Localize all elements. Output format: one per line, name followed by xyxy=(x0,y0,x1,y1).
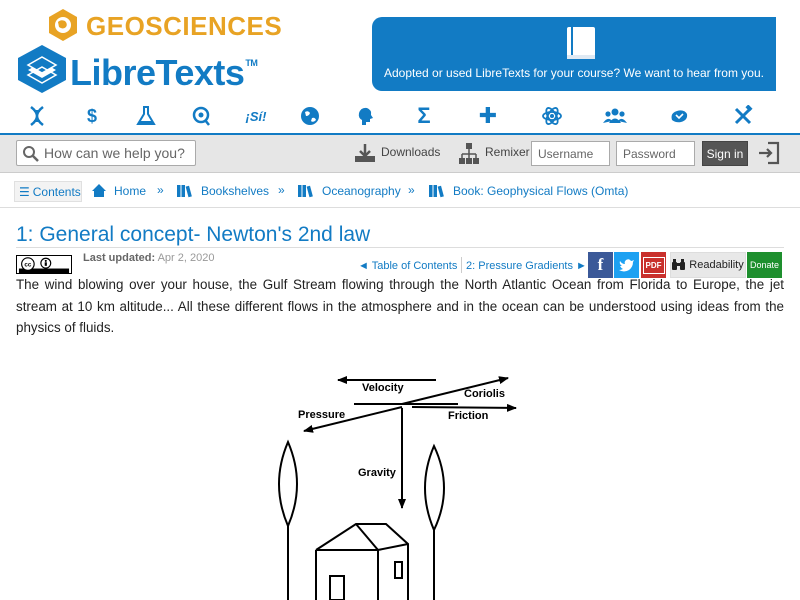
nav-divider xyxy=(461,257,462,273)
breadcrumb-bookshelves[interactable]: Bookshelves xyxy=(201,184,270,198)
readability-button[interactable]: Readability xyxy=(670,252,746,278)
list-icon: ☰ xyxy=(19,184,30,199)
home-icon xyxy=(91,183,107,198)
house-window xyxy=(395,562,402,578)
contents-button[interactable]: ☰ Contents xyxy=(14,181,82,202)
geosciences-logo-icon[interactable] xyxy=(46,8,80,42)
brain-gear-icon[interactable] xyxy=(189,104,213,128)
house-door xyxy=(330,576,344,600)
password-field[interactable] xyxy=(616,141,695,166)
flask-icon[interactable] xyxy=(134,104,158,128)
library-name[interactable]: GEOSCIENCES xyxy=(86,11,283,41)
site-header xyxy=(0,0,800,133)
intro-paragraph: The wind blowing over your house, the Gulf Stream flowing through the North Atlantic Ocean from Florida to Europe, the jet stream at 10 km altitude... All these different flows in the atmosphere and in the ocean can be understood using ideas from the physics of fluids. xyxy=(16,277,784,335)
stats-icon[interactable] xyxy=(667,104,691,128)
top-toolbar xyxy=(0,133,800,173)
signin-button[interactable]: Sign in xyxy=(702,141,748,166)
dollar-icon[interactable]: $ xyxy=(86,105,97,126)
search-input[interactable] xyxy=(44,144,192,162)
pdf-download-icon[interactable]: PDF xyxy=(641,252,666,278)
forces-diagram xyxy=(262,366,522,600)
page-title: 1: General concept- Newton's 2nd law xyxy=(16,223,371,246)
friction-label: Friction xyxy=(448,410,489,422)
cc-by-license-icon[interactable] xyxy=(16,255,72,274)
remixer-icon[interactable] xyxy=(458,142,480,166)
svg-text:cc: cc xyxy=(24,261,32,269)
gravity-label: Gravity xyxy=(358,467,396,479)
sigma-icon[interactable]: Σ xyxy=(417,103,431,128)
title-divider xyxy=(16,247,784,248)
signin-door-icon[interactable] xyxy=(758,141,780,165)
globe-icon[interactable] xyxy=(298,104,322,128)
search-box[interactable] xyxy=(16,140,196,166)
brand-name[interactable]: LibreTexts™ xyxy=(70,52,258,93)
tools-icon[interactable] xyxy=(731,104,755,128)
left-tree xyxy=(279,442,297,526)
friction-arrow xyxy=(412,407,516,408)
downloads-link[interactable]: Downloads xyxy=(381,145,441,159)
breadcrumb xyxy=(0,174,800,208)
breadcrumb-book[interactable]: Book: Geophysical Flows (Omta) xyxy=(453,184,629,198)
bookshelf-icon xyxy=(297,183,315,198)
velocity-label: Velocity xyxy=(362,382,404,394)
binoculars-icon xyxy=(672,259,685,271)
banner-text[interactable]: Adopted or used LibreTexts for your course? We want to hear from you. xyxy=(384,66,764,80)
medical-cross-icon[interactable]: ✚ xyxy=(478,103,498,128)
breadcrumb-oceanography[interactable]: Oceanography xyxy=(322,184,401,198)
spanish-language-icon[interactable]: ¡Sí! xyxy=(245,108,267,124)
book-icon xyxy=(565,25,599,61)
facebook-share-icon[interactable]: f xyxy=(588,252,613,278)
breadcrumb-separator: » xyxy=(408,183,415,197)
pressure-label: Pressure xyxy=(298,409,346,421)
last-updated: Last updated: Apr 2, 2020 xyxy=(83,252,215,264)
bookshelf-icon xyxy=(428,183,446,198)
breadcrumb-separator: » xyxy=(157,183,164,197)
libretexts-logo-icon[interactable] xyxy=(16,44,68,94)
next-page-link[interactable]: 2: Pressure Gradients ► xyxy=(466,260,587,272)
head-profile-icon[interactable] xyxy=(353,104,377,128)
donate-button[interactable]: Donate xyxy=(747,252,782,278)
subject-icon-row xyxy=(0,100,800,132)
prev-page-link[interactable]: ◄ Table of Contents xyxy=(358,260,458,272)
atom-icon[interactable] xyxy=(540,104,564,128)
bookshelf-icon xyxy=(176,183,194,198)
remixer-link[interactable]: Remixer xyxy=(485,145,530,159)
username-field[interactable] xyxy=(531,141,610,166)
dna-icon[interactable] xyxy=(25,104,49,128)
coriolis-label: Coriolis xyxy=(464,388,505,400)
download-icon[interactable] xyxy=(354,142,376,164)
breadcrumb-home[interactable]: Home xyxy=(114,184,147,198)
right-tree xyxy=(425,446,444,530)
breadcrumb-separator: » xyxy=(278,183,285,197)
search-icon xyxy=(22,145,40,163)
people-icon[interactable] xyxy=(603,104,627,128)
